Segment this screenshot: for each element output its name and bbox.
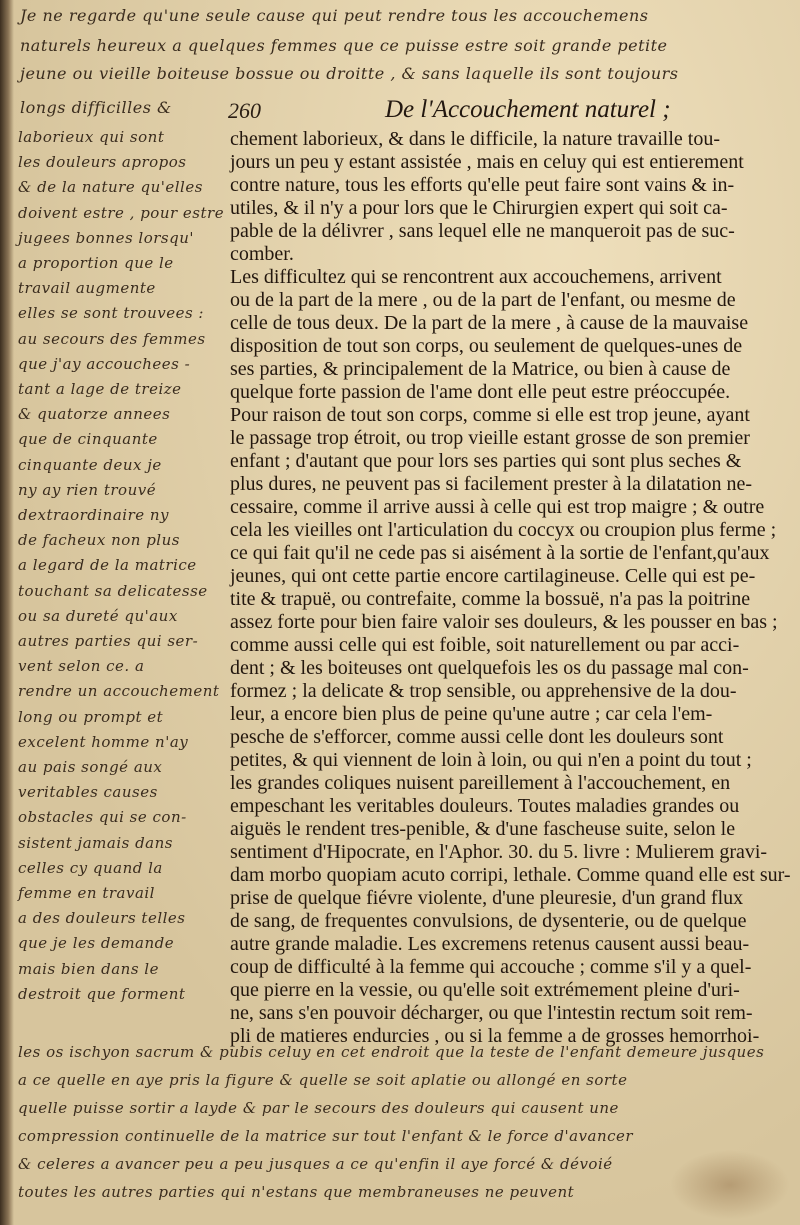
- body-text-line: comber.: [230, 243, 294, 265]
- body-text-line: cessaire, comme il arrive aussi à celle qui est trop maigre ; & outre: [230, 496, 765, 518]
- margin-note-line: celles cy quand la: [18, 858, 163, 877]
- body-text-line: ses parties, & principalement de la Matrice, ou bien à cause de: [230, 358, 731, 380]
- margin-note-line: les douleurs apropos: [18, 153, 187, 172]
- margin-note-line: vent selon ce. a: [18, 657, 145, 676]
- body-text-line: comme aussi celle qui est foible, soit naturellement ou par acci-: [230, 634, 740, 656]
- body-text-line: dam morbo quopiam acuto corripi, lethale. Comme quand elle est sur-: [230, 864, 791, 886]
- body-text-line: plus dures, ne peuvent pas si facilement prester à la dilatation ne-: [230, 473, 753, 495]
- body-text-line: ne, sans s'en pouvoir décharger, ou que l'intestin rectum soit rem-: [230, 1002, 753, 1024]
- top-note-line: naturels heureux a quelques femmes que ce puisse estre soit grande petite: [20, 36, 668, 55]
- margin-note-line: tant a lage de treize: [18, 380, 182, 398]
- page-number: 260: [228, 98, 261, 123]
- body-text-line: cela les vieilles ont l'articulation du coccyx ou croupion plus ferme ;: [230, 519, 777, 541]
- bottom-note-line: compression continuelle de la matrice sur tout l'enfant & le force d'avancer: [18, 1127, 634, 1145]
- body-text-line: quelque forte passion de l'ame dont elle peut estre préoccupée.: [230, 381, 731, 403]
- body-text-line: jours un peu y estant assistée , mais en celuy qui est entierement: [230, 151, 744, 173]
- margin-note-line: jugees bonnes lorsqu': [18, 228, 195, 247]
- body-text-line: dent ; & les boiteuses ont quelquefois les os du passage mal con-: [230, 657, 749, 679]
- top-note-line: longs difficilles &: [20, 98, 172, 117]
- margin-note-line: laborieux qui sont: [18, 128, 165, 146]
- margin-note-line: obstacles qui se con-: [18, 808, 187, 827]
- body-text-line: empeschant les veritables douleurs. Toutes maladies grandes ou: [230, 795, 740, 817]
- margin-note-line: autres parties qui ser-: [18, 632, 199, 650]
- body-text-line: Pour raison de tout son corps, comme si elle est trop jeune, ayant: [230, 404, 750, 426]
- body-text-line: aiguës le rendent tres-penible, & d'une fascheuse suite, selon le: [230, 818, 736, 840]
- body-text-line: utiles, & il n'y a pour lors que le Chirurgien expert qui soit ca-: [230, 197, 728, 219]
- body-text-line: formez ; la delicate & trop sensible, ou apprehensive de la dou-: [230, 680, 737, 702]
- margin-note-line: au pais songé aux: [18, 758, 163, 776]
- margin-note-line: destroit que forment: [18, 984, 186, 1003]
- body-text-line: enfant ; d'autant que pour lors ses parties qui sont plus seches &: [230, 450, 742, 472]
- margin-note-line: que de cinquante: [18, 430, 158, 449]
- margin-note-line: ou sa dureté qu'aux: [18, 606, 178, 625]
- bottom-note-line: les os ischyon sacrum & pubis celuy en cet endroit que la teste de l'enfant demeure jusques: [18, 1043, 765, 1061]
- body-text-line: assez forte pour bien faire valoir ses douleurs, & les pousser en bas ;: [230, 611, 778, 633]
- body-text-line: sentiment d'Hipocrate, en l'Aphor. 30. du 5. livre : Mulierem gravi-: [230, 841, 768, 863]
- margin-note-line: & quatorze annees: [18, 405, 171, 424]
- margin-note-line: long ou prompt et: [18, 707, 164, 726]
- body-text-line: jeunes, qui ont cette partie encore cartilagineuse. Celle qui est pe-: [230, 565, 756, 587]
- body-text-line: pable de la délivrer , sans lequel elle ne manqueroit pas de suc-: [230, 220, 735, 242]
- margin-note-line: cinquante deux je: [18, 455, 162, 474]
- body-text-line: que pierre en la vessie, ou qu'elle soit extrémement pleine d'uri-: [230, 979, 740, 1001]
- margin-note-line: rendre un accouchement: [18, 682, 220, 701]
- body-text-line: celle de tous deux. De la part de la mere , à cause de la mauvaise: [230, 312, 749, 334]
- body-text-line: pli de matieres endurcies , ou si la femme a de grosses hemorrhoi-: [230, 1025, 760, 1047]
- margin-note-line: dextraordinaire ny: [18, 506, 170, 524]
- body-text-line: Les difficultez qui se rencontrent aux accouchemens, arrivent: [230, 266, 722, 288]
- body-text-line: chement laborieux, & dans le difficile, la nature travaille tou-: [230, 128, 720, 150]
- body-text-line: coup de difficulté à la femme qui accouche ; comme s'il y a quel-: [230, 956, 752, 978]
- body-text-line: de sang, de frequentes convulsions, de dysenterie, ou de quelque: [230, 910, 747, 932]
- margin-note-line: veritables causes: [18, 783, 158, 802]
- body-text-line: ou de la part de la mere , ou de la part de l'enfant, ou mesme de: [230, 289, 736, 311]
- body-text-line: le passage trop étroit, ou trop vieille estant grosse de son premier: [230, 427, 750, 449]
- body-text-line: disposition de tout son corps, ou seulement de quelques-unes de: [230, 335, 743, 357]
- margin-note-line: que j'ay accouchees -: [18, 354, 191, 373]
- margin-note-line: a legard de la matrice: [18, 556, 197, 575]
- margin-note-line: touchant sa delicatesse: [18, 581, 208, 600]
- body-text-line: contre nature, tous les efforts qu'elle peut faire sont vains & in-: [230, 174, 735, 196]
- bottom-note-line: toutes les autres parties qui n'estans que membraneuses ne peuvent: [18, 1183, 575, 1201]
- book-gutter: [0, 0, 14, 1225]
- top-note-line: Je ne regarde qu'une seule cause qui peut rendre tous les accouchemens: [20, 6, 649, 25]
- bottom-note-line: a ce quelle en aye pris la figure & quelle se soit aplatie ou allongé en sorte: [18, 1071, 628, 1089]
- margin-note-line: que je les demande: [18, 934, 175, 953]
- margin-note-line: mais bien dans le: [18, 959, 159, 978]
- top-note-line: jeune ou vieille boiteuse bossue ou droitte , & sans laquelle ils sont toujours: [20, 64, 679, 83]
- bottom-note-line: quelle puisse sortir a layde & par le secours des douleurs qui causent une: [18, 1099, 619, 1117]
- body-text-line: tite & trapuë, ou contrefaite, comme la bossuë, n'a pas la poitrine: [230, 588, 751, 610]
- margin-note-line: excelent homme n'ay: [18, 732, 189, 751]
- body-text-line: prise de quelque fiévre violente, d'une pleuresie, d'un grand flux: [230, 887, 744, 909]
- paper-stain: [670, 1150, 790, 1220]
- margin-note-line: sistent jamais dans: [18, 833, 173, 852]
- margin-note-line: a proportion que le: [18, 254, 174, 272]
- body-text-line: autre grande maladie. Les excremens retenus causent aussi beau-: [230, 933, 750, 955]
- margin-note-line: elles se sont trouvees :: [18, 304, 204, 323]
- running-head: De l'Accouchement naturel ;: [385, 96, 671, 123]
- margin-note-line: & de la nature qu'elles: [18, 178, 203, 197]
- margin-note-line: travail augmente: [18, 279, 156, 298]
- body-text-line: ce qui fait qu'il ne cede pas si aisément à la sortie de l'enfant,qu'aux: [230, 542, 770, 564]
- body-text-line: les grandes coliques nuisent pareillement à l'accouchement, en: [230, 772, 731, 794]
- margin-note-line: au secours des femmes: [18, 329, 206, 348]
- margin-note-line: doivent estre , pour estre: [18, 203, 225, 222]
- body-text-line: pesche de s'efforcer, comme aussi celle dont les douleurs sont: [230, 726, 724, 748]
- margin-note-line: femme en travail: [18, 884, 155, 902]
- margin-note-line: de facheux non plus: [18, 531, 180, 550]
- margin-note-line: a des douleurs telles: [18, 909, 186, 928]
- bottom-note-line: & celeres a avancer peu a peu jusques a ce qu'enfin il aye forcé & dévoié: [18, 1155, 613, 1173]
- margin-note-line: ny ay rien trouvé: [18, 480, 157, 499]
- body-text-line: leur, a encore bien plus de peine qu'une autre ; car cela l'em-: [230, 703, 713, 725]
- body-text-line: petites, & qui viennent de loin à loin, ou qui n'en a point du tout ;: [230, 749, 752, 771]
